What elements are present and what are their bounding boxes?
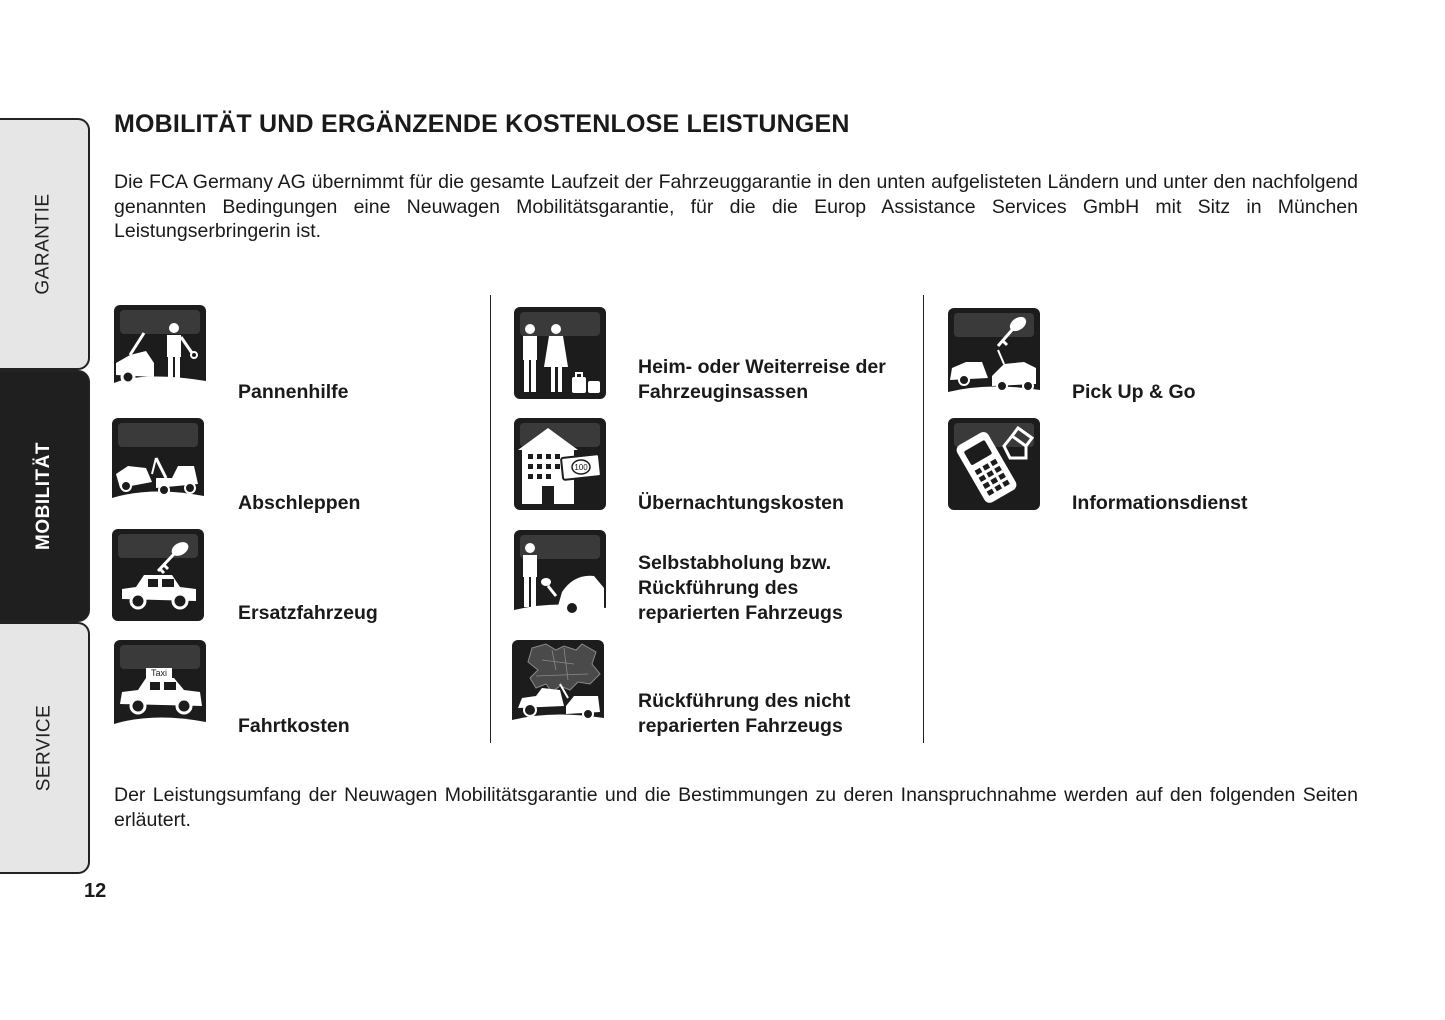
- service-label-pickup-go: Pick Up & Go: [1072, 381, 1196, 403]
- tab-label: MOBILITÄT: [33, 442, 54, 550]
- banknote-text: 100: [574, 463, 588, 472]
- column-divider: [923, 295, 924, 743]
- service-label-selbstabholung: Selbstabholung bzw. Rückführung des reparierten Fahrzeugs: [638, 552, 843, 624]
- tab-service[interactable]: [0, 622, 90, 874]
- taxi-icon: [114, 640, 206, 732]
- taxi-sign-text: Taxi: [150, 668, 168, 678]
- hotel-icon: [514, 418, 606, 510]
- service-label-fahrtkosten: Fahrtkosten: [238, 715, 350, 737]
- service-label-abschleppen: Abschleppen: [238, 492, 361, 514]
- tab-label: GARANTIE: [33, 193, 54, 295]
- service-label-heimreise: Heim- oder Weiterreise der Fahrzeuginsassen: [638, 356, 886, 403]
- travelers-icon: [514, 307, 606, 399]
- service-label-pannenhilfe: Pannenhilfe: [238, 381, 349, 403]
- page-number: 12: [84, 880, 107, 902]
- page-title: MOBILITÄT UND ERGÄNZENDE KOSTENLOSE LEISTUNGEN: [114, 110, 850, 138]
- service-label-informationsdienst: Informationsdienst: [1072, 492, 1248, 514]
- phone-info-icon: [948, 418, 1040, 510]
- column-divider: [490, 295, 491, 743]
- outro-paragraph: Der Leistungsumfang der Neuwagen Mobilitätsgarantie und die Bestimmungen zu deren Inanspruchnahme werden auf den folgenden Seiten erläutert.: [114, 784, 1358, 831]
- breakdown-assistance-icon: [114, 305, 206, 397]
- tab-garantie[interactable]: [0, 118, 90, 370]
- towing-icon: [112, 418, 204, 510]
- tab-label: SERVICE: [32, 704, 54, 792]
- vehicle-pickup-icon: [514, 530, 606, 622]
- tab-mobilitaet[interactable]: [0, 370, 90, 622]
- intro-paragraph: Die FCA Germany AG übernimmt für die gesamte Laufzeit der Fahrzeuggarantie in den unten aufgelisteten Ländern und unter den nachfolgend genannten Bedingungen eine Neuwagen Mobilitätsgarantie, für die die Europ Assistance Services GmbH mit Sitz in München Leistungserbringerin ist.: [114, 171, 1358, 242]
- service-label-rueckfuehrung: Rückführung des nicht reparierten Fahrzeugs: [638, 690, 851, 737]
- service-label-ersatzfahrzeug: Ersatzfahrzeug: [238, 602, 378, 624]
- replacement-car-icon: [112, 529, 204, 621]
- service-label-uebernachtung: Übernachtungskosten: [638, 492, 844, 514]
- pick-up-go-icon: [948, 308, 1040, 400]
- europe-return-icon: [512, 640, 604, 732]
